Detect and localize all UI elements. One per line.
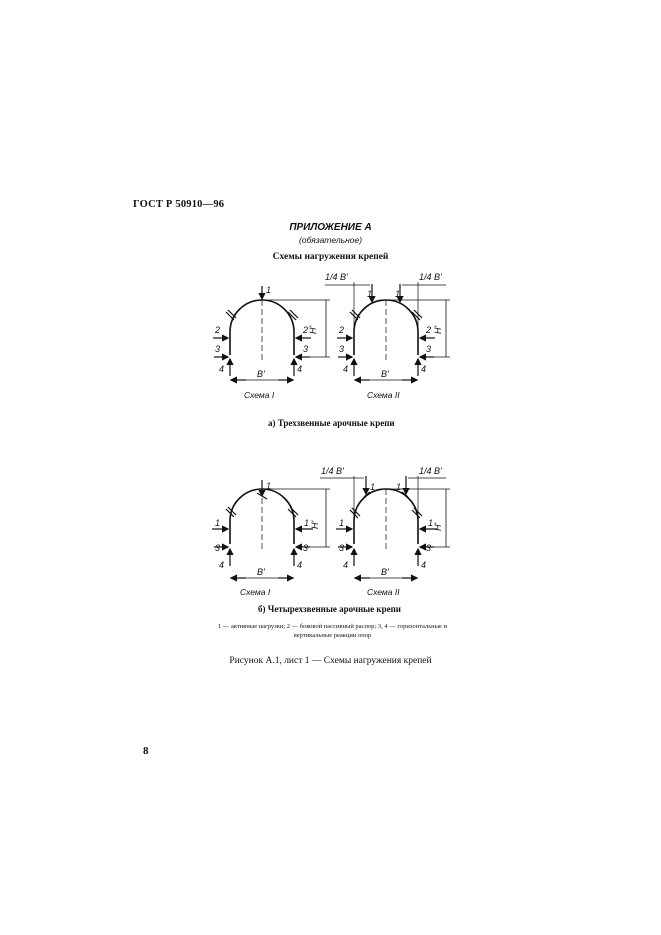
- document-header: ГОСТ Р 50910—96: [133, 199, 225, 210]
- label-load-1: 1: [304, 518, 310, 528]
- appendix-subtitle: (обязательное): [298, 235, 363, 245]
- scheme-2-label: Схема II: [367, 390, 400, 400]
- scheme-1-label: Схема I: [244, 390, 275, 400]
- scheme-1-label: Схема I: [240, 587, 271, 597]
- label-reaction-4: 4: [219, 560, 225, 570]
- label-load-1: 1: [266, 481, 272, 491]
- subfigure-caption-b: б) Четырехзвенные арочные крепи: [258, 604, 401, 614]
- page-number: 8: [143, 745, 149, 757]
- label-height: H': [433, 522, 443, 531]
- scheme-2-label: Схема II: [367, 587, 400, 597]
- figure-caption: Рисунок А.1, лист 1 — Схемы нагружения крепей: [229, 656, 432, 666]
- label-reaction-3: 3: [215, 543, 221, 553]
- label-height: H': [308, 325, 318, 334]
- label-load-1: 1: [367, 289, 373, 299]
- label-reaction-4: 4: [297, 560, 303, 570]
- label-load-1: 1: [339, 518, 345, 528]
- label-height: H': [310, 520, 320, 529]
- figure-legend: 1 — активные нагрузки; 2 — боковой пассивный распор; 3, 4 — горизонтальные и вертикальные реакции опор: [218, 623, 447, 639]
- label-load-1: 1: [395, 289, 401, 299]
- label-load-2: 2: [339, 325, 345, 335]
- label-quarter-width: 1/4 B': [419, 272, 442, 282]
- label-reaction-4: 4: [421, 364, 427, 374]
- figure-title: Схемы нагружения крепей: [272, 252, 389, 262]
- label-reaction-4: 4: [219, 364, 225, 374]
- label-reaction-3: 3: [426, 543, 432, 553]
- label-reaction-4: 4: [421, 560, 427, 570]
- label-quarter-width: 1/4 B': [419, 466, 442, 476]
- label-width: B': [381, 369, 389, 379]
- label-load-1: 1: [215, 518, 221, 528]
- label-width: B': [257, 567, 265, 577]
- label-reaction-3: 3: [215, 344, 221, 354]
- appendix-title: ПРИЛОЖЕНИЕ А: [289, 222, 372, 233]
- label-quarter-width: 1/4 B': [325, 272, 348, 282]
- label-reaction-3: 3: [303, 344, 309, 354]
- label-width: B': [257, 369, 265, 379]
- label-reaction-4: 4: [297, 364, 303, 374]
- label-reaction-3: 3: [339, 344, 345, 354]
- label-load-1: 1: [266, 285, 272, 295]
- label-reaction-4: 4: [343, 560, 349, 570]
- label-height: H': [433, 325, 443, 334]
- label-load-2: 2: [426, 325, 432, 335]
- label-reaction-3: 3: [426, 344, 432, 354]
- label-load-2: 2: [215, 325, 221, 335]
- label-quarter-width: 1/4 B': [321, 466, 344, 476]
- label-load-1: 1: [396, 482, 402, 492]
- label-load-1: 1: [428, 518, 434, 528]
- label-reaction-3: 3: [339, 543, 345, 553]
- label-reaction-3: 3: [303, 543, 309, 553]
- label-width: B': [381, 567, 389, 577]
- label-reaction-4: 4: [343, 364, 349, 374]
- label-load-1: 1: [370, 482, 376, 492]
- label-load-2: 2: [303, 325, 309, 335]
- subfigure-caption-a: а) Трехзвенные арочные крепи: [268, 418, 395, 428]
